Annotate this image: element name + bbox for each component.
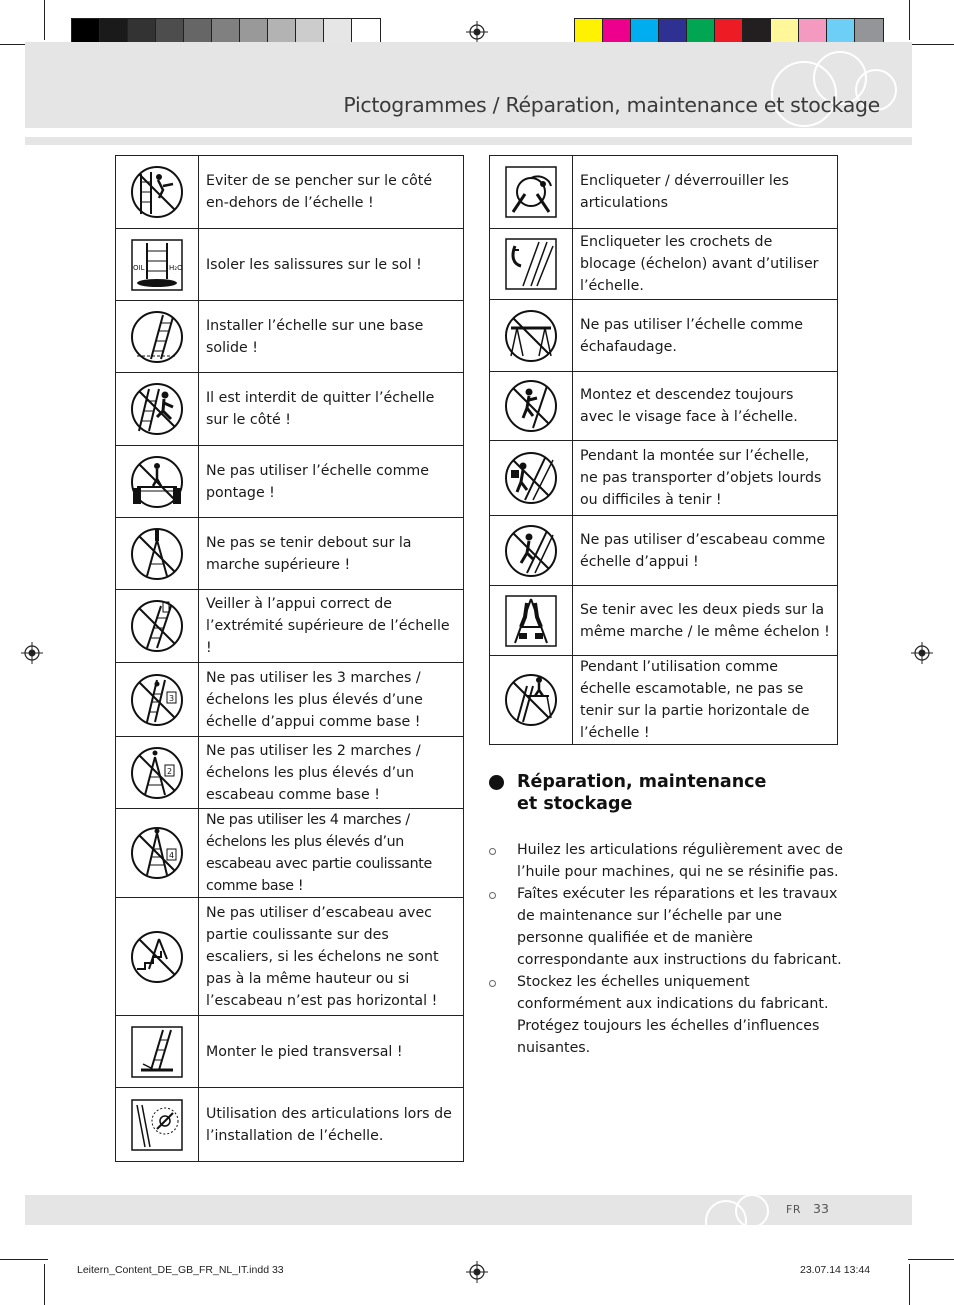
icon-cell bbox=[490, 586, 573, 656]
pictogram-text: Ne pas utiliser les 4 marches / échelons les plus élevés d’un escabeau avec partie coulissante comme base ! bbox=[199, 809, 464, 898]
icon-cell bbox=[490, 300, 573, 372]
joint-usage-icon bbox=[129, 1097, 185, 1153]
table-row bbox=[116, 156, 464, 229]
icon-cell bbox=[490, 441, 573, 516]
pictogram-text: Montez et descendez toujours avec le visage face à l’échelle. bbox=[573, 372, 838, 441]
icon-cell bbox=[490, 656, 573, 745]
solid-base-ladder-icon bbox=[129, 309, 185, 365]
table-row bbox=[116, 737, 464, 809]
page-number: 33 bbox=[813, 1201, 829, 1216]
crop-mark bbox=[909, 1264, 910, 1305]
horizontal-part-prohibited-icon bbox=[503, 672, 559, 728]
icon-cell bbox=[116, 737, 199, 809]
pictogram-text: Pendant l’utilisation comme échelle escamotable, ne pas se tenir sur la partie horizontale de l’échelle ! bbox=[573, 656, 838, 745]
svg-text:OIL: OIL bbox=[133, 263, 145, 272]
lock-unlock-joint-icon bbox=[503, 164, 559, 220]
pictogram-text: Ne pas utiliser d’escabeau avec partie coulissante sur des escaliers, si les échelons ne sont pas à la même hauteur ou si l’escabeau n’est pas horizontal ! bbox=[199, 898, 464, 1016]
table-row bbox=[116, 898, 464, 1016]
table-row bbox=[490, 656, 838, 745]
ladder-as-bridge-prohibited-icon bbox=[129, 454, 185, 510]
svg-text:2: 2 bbox=[167, 766, 173, 776]
crop-mark bbox=[908, 44, 954, 45]
table-row bbox=[490, 586, 838, 656]
lean-sideways-prohibited-icon bbox=[129, 164, 185, 220]
svg-text:3: 3 bbox=[169, 693, 175, 703]
locking-hooks-icon bbox=[503, 236, 559, 292]
pictogram-text: Ne pas utiliser d’escabeau comme échelle d’appui ! bbox=[573, 516, 838, 586]
top-4-rungs-prohibited-icon bbox=[129, 825, 185, 881]
top-3-rungs-prohibited-icon bbox=[129, 672, 185, 728]
icon-cell bbox=[116, 898, 199, 1016]
icon-cell bbox=[490, 516, 573, 586]
circle-bullet-icon bbox=[489, 848, 496, 855]
icon-cell bbox=[116, 590, 199, 663]
table-row bbox=[490, 372, 838, 441]
pictogram-text: Ne pas se tenir debout sur la marche supérieure ! bbox=[199, 518, 464, 590]
pictogram-table-right bbox=[489, 155, 838, 745]
icon-cell bbox=[116, 663, 199, 737]
circle-bullet-icon bbox=[489, 892, 496, 899]
table-row bbox=[116, 809, 464, 898]
list-item bbox=[489, 971, 844, 1059]
pictogram-text: Monter le pied transversal ! bbox=[199, 1016, 464, 1088]
pictogram-text: Veiller à l’appui correct de l’extrémité supérieure de l’échelle ! bbox=[199, 590, 464, 663]
icon-cell bbox=[116, 301, 199, 373]
top-2-steps-prohibited-icon bbox=[129, 745, 185, 801]
language-code: FR bbox=[786, 1203, 801, 1216]
pictogram-text: Utilisation des articulations lors de l’installation de l’échelle. bbox=[199, 1088, 464, 1162]
icon-cell bbox=[116, 229, 199, 301]
pictogram-text: Encliqueter / déverrouiller les articulations bbox=[573, 156, 838, 229]
header-rule bbox=[25, 137, 912, 145]
pictogram-text: Encliqueter les crochets de blocage (échelon) avant d’utiliser l’échelle. bbox=[573, 229, 838, 300]
pictogram-text: Ne pas utiliser l’échelle comme pontage ! bbox=[199, 446, 464, 518]
table-row bbox=[116, 229, 464, 301]
table-row bbox=[116, 446, 464, 518]
pictogram-text: Installer l’échelle sur une base solide ! bbox=[199, 301, 464, 373]
registration-mark-icon bbox=[21, 642, 43, 664]
scaffold-prohibited-icon bbox=[503, 308, 559, 364]
table-row bbox=[490, 229, 838, 300]
table-row bbox=[116, 1016, 464, 1088]
table-row bbox=[116, 518, 464, 590]
section-bullet-icon bbox=[489, 775, 504, 790]
leave-sideways-prohibited-icon bbox=[129, 381, 185, 437]
icon-cell bbox=[116, 373, 199, 446]
circle-bullet-icon bbox=[489, 980, 496, 987]
list-item-text: Huilez les articulations régulièrement avec de l’huile pour machines, qui ne se résinifie pas. bbox=[517, 842, 843, 880]
pictogram-text: Ne pas utiliser les 2 marches / échelons les plus élevés d’un escabeau comme base ! bbox=[199, 737, 464, 809]
pictogram-table-left bbox=[115, 155, 464, 1162]
icon-cell bbox=[490, 229, 573, 300]
slug-date: 23.07.14 13:44 bbox=[800, 1264, 871, 1276]
face-ladder-icon bbox=[503, 378, 559, 434]
crop-mark bbox=[908, 1259, 954, 1260]
icon-cell bbox=[116, 1016, 199, 1088]
list-item-text: Faîtes exécuter les réparations et les travaux de maintenance sur l’échelle par une personne qualifiée et de manière correspondante aux instructions du fabricant. bbox=[517, 886, 842, 968]
table-row bbox=[116, 301, 464, 373]
registration-mark-icon bbox=[466, 21, 488, 43]
table-row bbox=[116, 373, 464, 446]
list-item bbox=[489, 839, 844, 883]
crop-mark bbox=[44, 1264, 45, 1305]
pictogram-text: Se tenir avec les deux pieds sur la même marche / le même échelon ! bbox=[573, 586, 838, 656]
icon-cell bbox=[116, 156, 199, 229]
icon-cell bbox=[116, 809, 199, 898]
pictogram-text: Eviter de se pencher sur le côté en-dehors de l’échelle ! bbox=[199, 156, 464, 229]
table-row bbox=[116, 1088, 464, 1162]
decorative-circles-icon bbox=[700, 1185, 780, 1225]
section-heading-line: et stockage bbox=[517, 794, 633, 814]
top-support-check-icon bbox=[129, 598, 185, 654]
slug-filename: Leitern_Content_DE_GB_FR_NL_IT.indd 33 bbox=[77, 1264, 284, 1276]
table-row bbox=[490, 156, 838, 229]
oil-water-ground-icon bbox=[129, 237, 185, 293]
maintenance-list bbox=[489, 839, 844, 1059]
table-row bbox=[116, 663, 464, 737]
both-feet-same-step-icon bbox=[503, 593, 559, 649]
icon-cell bbox=[490, 372, 573, 441]
pictogram-text: Isoler les salissures sur le sol ! bbox=[199, 229, 464, 301]
table-row bbox=[490, 441, 838, 516]
crop-mark bbox=[44, 0, 45, 40]
table-row bbox=[490, 300, 838, 372]
pictogram-text: Ne pas utiliser les 3 marches / échelons les plus élevés d’une échelle d’appui comme base ! bbox=[199, 663, 464, 737]
icon-cell bbox=[490, 156, 573, 229]
table-row bbox=[116, 590, 464, 663]
icon-cell bbox=[116, 446, 199, 518]
mount-crossbar-foot-icon bbox=[129, 1024, 185, 1080]
section-heading bbox=[517, 771, 837, 815]
page-title: Pictogrammes / Réparation, maintenance et stockage bbox=[343, 93, 880, 117]
stairs-stepladder-prohibited-icon bbox=[129, 929, 185, 985]
crop-mark bbox=[0, 1259, 48, 1260]
pictogram-text: Ne pas utiliser l’échelle comme échafaudage. bbox=[573, 300, 838, 372]
pictogram-text: Pendant la montée sur l’échelle, ne pas transporter d’objets lourds ou difficiles à tenir ! bbox=[573, 441, 838, 516]
list-item-text: Stockez les échelles uniquement conformément aux indications du fabricant. Protégez toujours les échelles d’influences nuisantes. bbox=[517, 974, 829, 1056]
top-step-standing-prohibited-icon bbox=[129, 526, 185, 582]
table-row bbox=[490, 516, 838, 586]
carry-heavy-prohibited-icon bbox=[503, 450, 559, 506]
section-heading-line: Réparation, maintenance bbox=[517, 772, 767, 792]
crop-mark bbox=[909, 0, 910, 40]
registration-mark-icon bbox=[466, 1261, 488, 1283]
svg-text:H₂O: H₂O bbox=[169, 263, 183, 272]
registration-mark-icon bbox=[911, 642, 933, 664]
list-item bbox=[489, 883, 844, 971]
svg-text:4: 4 bbox=[169, 851, 175, 860]
icon-cell bbox=[116, 1088, 199, 1162]
pictogram-text: Il est interdit de quitter l’échelle sur le côté ! bbox=[199, 373, 464, 446]
icon-cell bbox=[116, 518, 199, 590]
stepladder-lean-prohibited-icon bbox=[503, 523, 559, 579]
